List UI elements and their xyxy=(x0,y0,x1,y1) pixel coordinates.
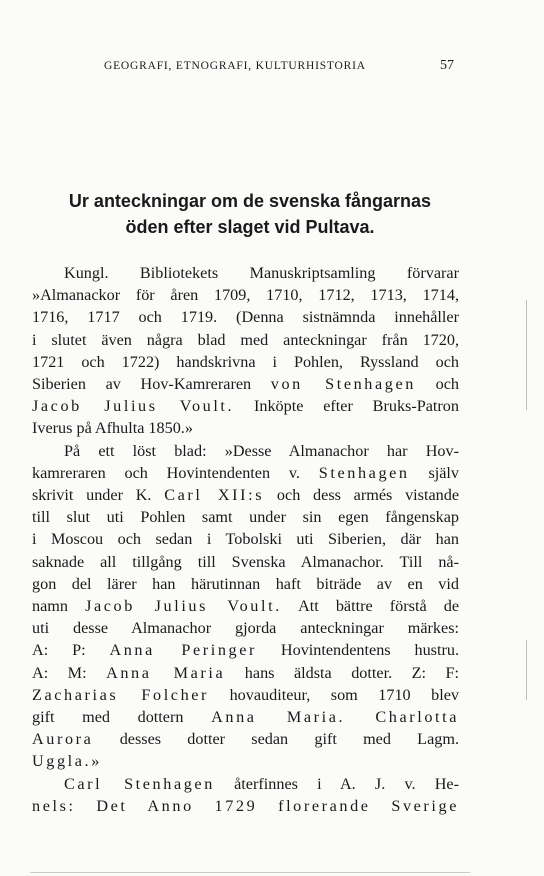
text-segment: Att bättre förstå de xyxy=(298,597,460,616)
text-line xyxy=(32,728,459,750)
text-line: Iverus på Afhulta 1850.» xyxy=(32,419,193,438)
heading-line-2: öden efter slaget vid Pultava. xyxy=(125,217,375,237)
text-line: 1721 och 1722) handskrivna i Pohlen, Ryssland och xyxy=(32,352,459,371)
text-segment: återfinnes i A. J. v. He- xyxy=(234,774,460,793)
text-line: 1716, 1717 och 1719. (Denna sistnämnda innehåller xyxy=(32,308,459,327)
text-segment: Inköpte efter Bruks-Patron xyxy=(253,397,459,416)
text-line xyxy=(32,706,459,728)
spaced-name: Jacob Julius Voult. xyxy=(85,597,282,616)
spaced-name: Aurora xyxy=(32,730,94,749)
body-text xyxy=(32,262,459,817)
margin-rule xyxy=(526,640,527,700)
spaced-name: Carl XII:s xyxy=(164,486,265,505)
text-line: Uggla.» xyxy=(32,752,102,771)
text-segment: hovauditeur, som 1710 blev xyxy=(229,685,459,704)
text-segment: själv xyxy=(428,463,460,482)
chapter-heading xyxy=(40,188,460,240)
text-line: gon del lärer han härutinnan haft biträde av en vid xyxy=(32,574,459,593)
text-segment: hans äldsta dotter. Z: F: xyxy=(244,663,459,682)
text-segment: A: M: xyxy=(32,663,87,682)
text-segment: desses dotter sedan gift med Lagm. xyxy=(119,730,459,749)
spaced-name: Carl Stenhagen xyxy=(64,774,215,793)
text-line xyxy=(32,662,459,684)
bottom-rule xyxy=(30,872,470,873)
text-line xyxy=(32,684,459,706)
text-line xyxy=(32,484,459,506)
spaced-name: Anna Maria. Charlotta xyxy=(211,708,459,727)
text-line xyxy=(32,639,459,661)
text-segment: och xyxy=(435,375,460,394)
text-line: På ett löst blad: »Desse Almanachor har Hov- xyxy=(64,441,459,460)
text-line: i Moscou och sedan i Tobolski uti Siberien, där han xyxy=(32,530,459,549)
text-segment: namn xyxy=(32,597,68,616)
running-title: GEOGRAFI, ETNOGRAFI, KULTURHISTORIA xyxy=(104,60,366,72)
running-head xyxy=(0,60,544,80)
page-number: 57 xyxy=(440,58,454,73)
heading-line-1: Ur anteckningar om de svenska fångarnas xyxy=(68,191,432,211)
text-segment: Siberien av Hov-Kamreraren xyxy=(32,375,252,394)
spaced-name: Zacharias Folcher xyxy=(32,685,210,704)
spaced-name: Jacob Julius Voult. xyxy=(32,397,235,416)
spaced-name: Anna Maria xyxy=(106,663,226,682)
text-line: Kungl. Bibliotekets Manuskriptsamling förvarar xyxy=(64,264,459,282)
text-line xyxy=(32,395,459,417)
text-segment: gift med dottern xyxy=(32,708,184,727)
text-line: i slutet även några blad med anteckningar från 1720, xyxy=(32,330,459,349)
text-line xyxy=(32,373,459,395)
text-segment: och dess armés vistande xyxy=(276,486,460,505)
text-segment: Hovintendentens hustru. xyxy=(280,641,459,660)
text-segment: skrivit under K. xyxy=(32,486,152,505)
text-line: till slut uti Pohlen samt under sin egen fångenskap xyxy=(32,508,459,527)
text-line xyxy=(32,773,459,795)
text-line: nels: Det Anno 1729 florerande Sverige xyxy=(32,796,459,815)
text-line: uti desse Almanachor gjorda anteckningar märkes: xyxy=(32,619,459,638)
spaced-name: Anna Peringer xyxy=(109,641,258,660)
text-line xyxy=(32,462,459,484)
text-segment: kamreraren och Hovintendenten v. xyxy=(32,463,300,482)
spaced-name: von Stenhagen xyxy=(270,375,416,394)
margin-rule xyxy=(526,300,527,410)
text-segment: A: P: xyxy=(32,641,86,660)
text-line xyxy=(32,595,459,617)
text-line: saknade all tillgång till Svenska Almanachor. Till nå- xyxy=(32,552,459,571)
spaced-name: Stenhagen xyxy=(318,463,410,482)
text-line: »Almanackor för åren 1709, 1710, 1712, 1713, 1714, xyxy=(32,286,459,305)
